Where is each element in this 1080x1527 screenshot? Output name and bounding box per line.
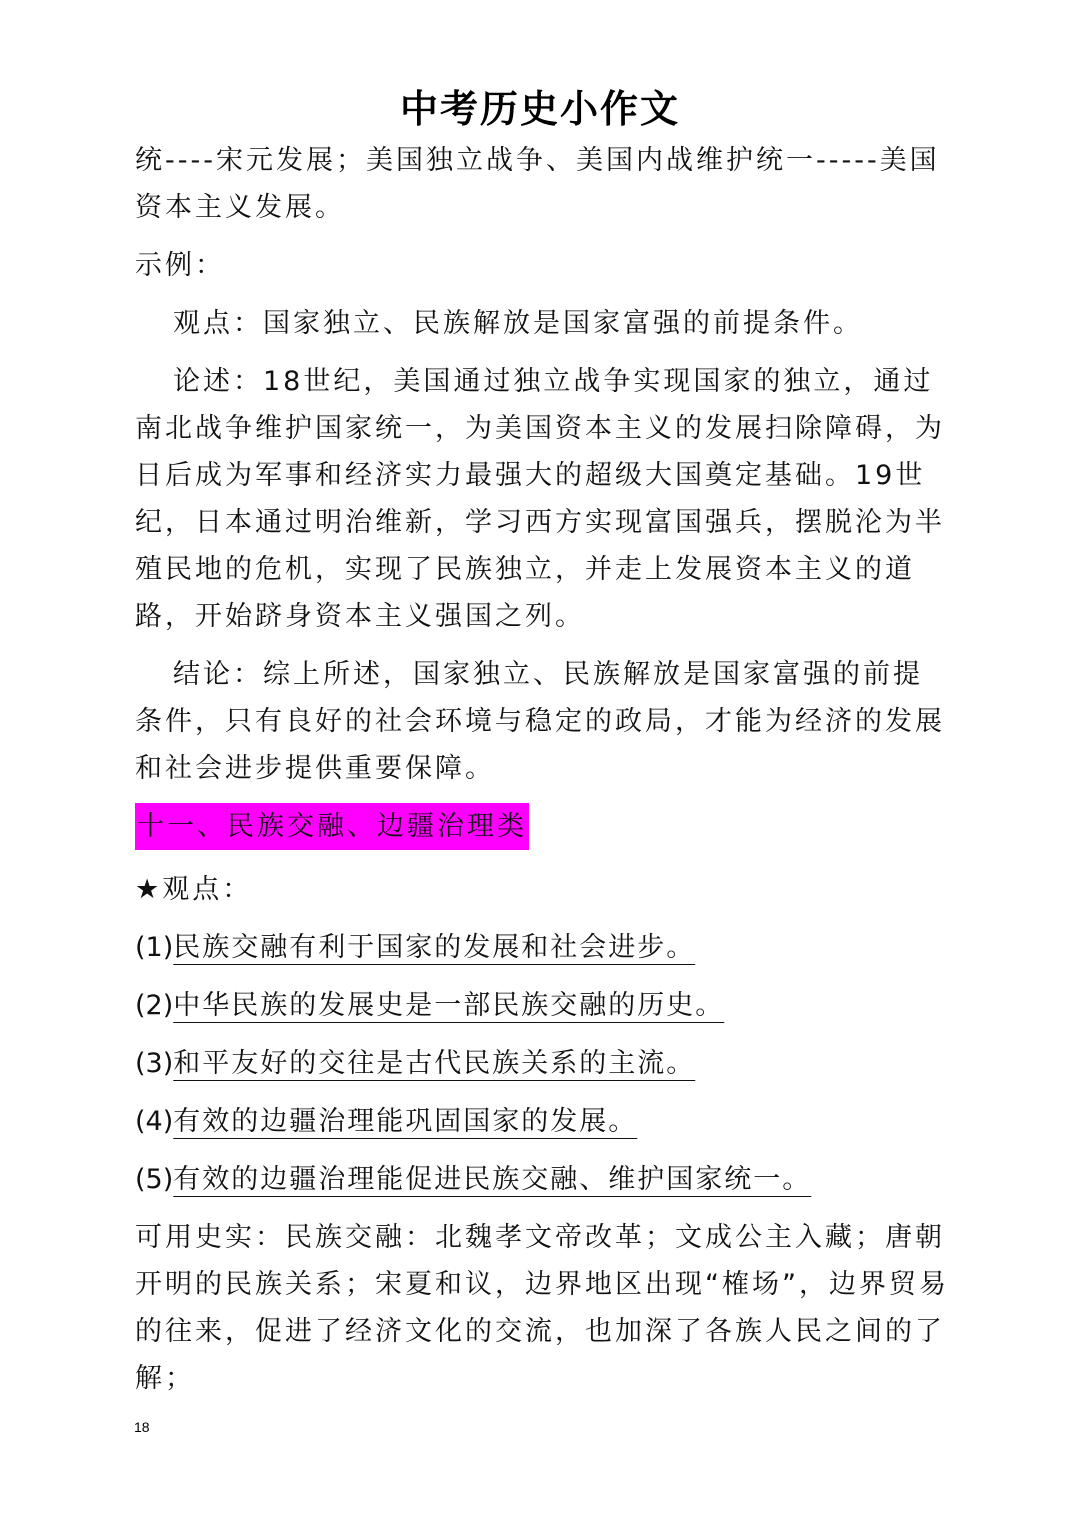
view-text: 有效的边疆治理能促进民族交融、维护国家统一。 bbox=[173, 1164, 812, 1195]
view-text: 有效的边疆治理能巩固国家的发展。 bbox=[173, 1106, 638, 1137]
page-number: 18 bbox=[134, 1419, 150, 1435]
view-item bbox=[135, 924, 950, 971]
view-number: (2) bbox=[135, 990, 174, 1021]
view-number: (3) bbox=[135, 1048, 174, 1079]
view-text: 中华民族的发展史是一部民族交融的历史。 bbox=[173, 990, 725, 1021]
example-label: 示例： bbox=[135, 250, 225, 281]
view-text: 民族交融有利于国家的发展和社会进步。 bbox=[173, 932, 696, 963]
view-text: 和平友好的交往是古代民族关系的主流。 bbox=[173, 1048, 696, 1079]
page-body bbox=[135, 137, 950, 1413]
view-item bbox=[135, 1156, 950, 1203]
argument-paragraph: 论述：18世纪，美国通过独立战争实现国家的独立，通过南北战争维护国家统一，为美国资本主义的发展扫除障碍，为日后成为军事和经济实力最强大的超级大国奠定基础。19世纪，日本通过明治维新，学习西方实现富国强兵，摆脱沦为半殖民地的危机，实现了民族独立，并走上发展资本主义的道路，开始跻身资本主义强国之列。 bbox=[135, 366, 945, 632]
section-heading-row bbox=[135, 803, 950, 850]
conclusion-paragraph: 结论：综上所述，国家独立、民族解放是国家富强的前提条件，只有良好的社会环境与稳定的政局，才能为经济的发展和社会进步提供重要保障。 bbox=[135, 659, 945, 784]
page-title: 中考历史小作文 bbox=[399, 86, 680, 131]
viewpoint-paragraph: 观点：国家独立、民族解放是国家富强的前提条件。 bbox=[173, 308, 863, 339]
view-number: (5) bbox=[135, 1164, 174, 1195]
view-item bbox=[135, 1040, 950, 1087]
view-item bbox=[135, 982, 950, 1029]
views-label: ★观点： bbox=[135, 874, 253, 905]
view-number: (1) bbox=[135, 932, 174, 963]
facts-paragraph: 可用史实：民族交融：北魏孝文帝改革；文成公主入藏；唐朝开明的民族关系；宋夏和议，边界地区出现“榷场”，边界贸易的往来，促进了经济文化的交流，也加深了各族人民之间的了解； bbox=[135, 1222, 949, 1394]
view-number: (4) bbox=[135, 1106, 174, 1137]
continuation-paragraph: 统----宋元发展；美国独立战争、美国内战维护统一-----美国资本主义发展。 bbox=[135, 145, 940, 223]
section-heading: 十一、民族交融、边疆治理类 bbox=[135, 803, 529, 850]
view-item bbox=[135, 1098, 950, 1145]
